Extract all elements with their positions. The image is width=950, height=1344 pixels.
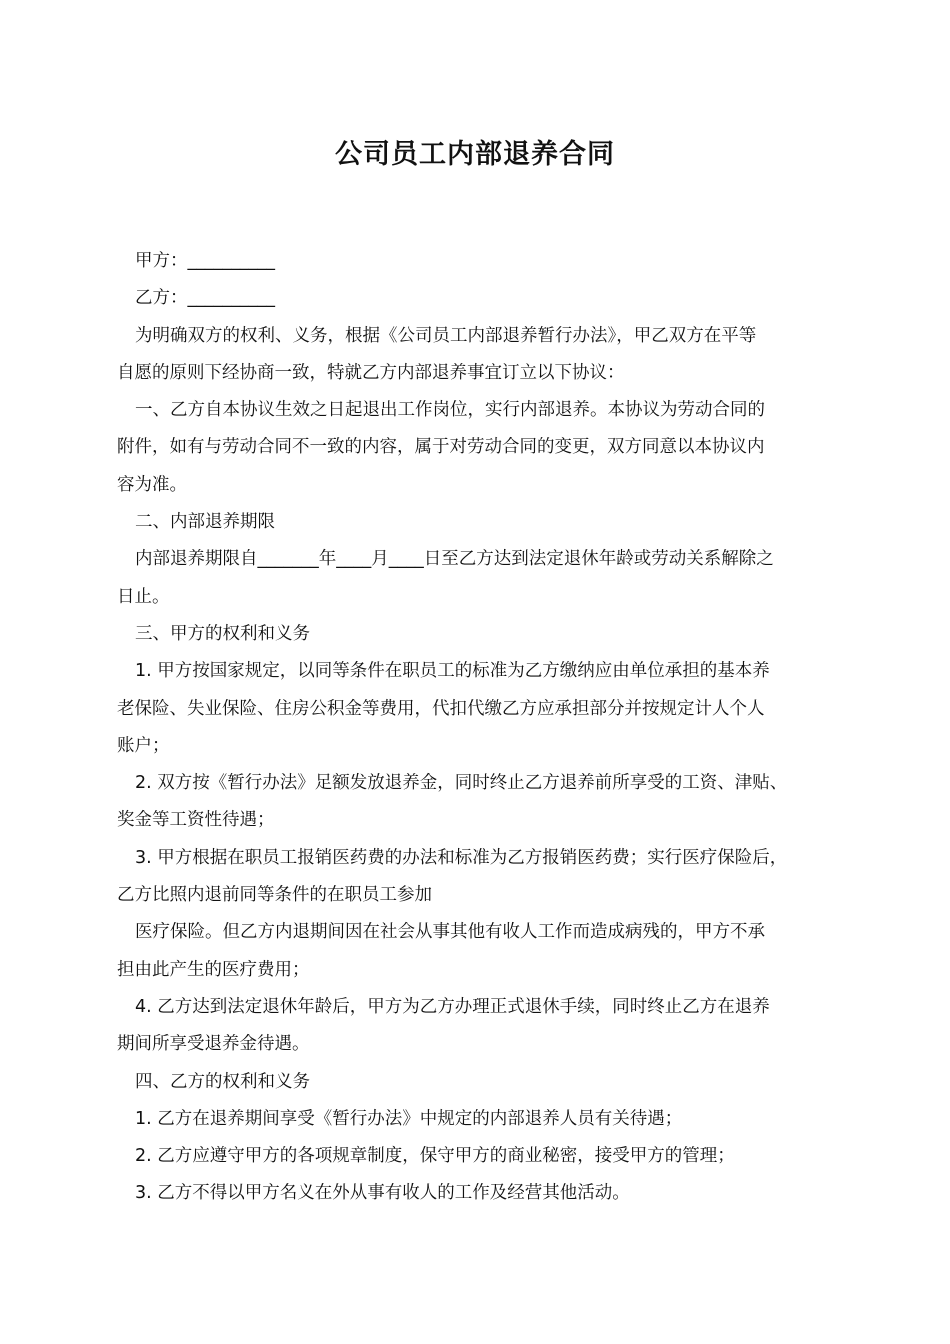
document-line: 日止。	[117, 586, 170, 607]
document-body	[117, 243, 852, 1213]
document-line: 内部退养期限自_______年____月____日至乙方达到法定退休年龄或劳动关系解除之	[135, 549, 774, 570]
document-line: 4. 乙方达到法定退休年龄后，甲方为乙方办理正式退休手续，同时终止乙方在退养	[135, 996, 770, 1017]
document-line: 3. 乙方不得以甲方名义在外从事有收人的工作及经营其他活动。	[135, 1183, 630, 1204]
document-line: 自愿的原则下经协商一致，特就乙方内部退养事宜订立以下协议：	[117, 362, 625, 383]
document-line: 四、乙方的权利和义务	[135, 1071, 310, 1092]
document-line: 期间所享受退养金待遇。	[117, 1034, 310, 1055]
document-line: 1. 甲方按国家规定，以同等条件在职员工的标准为乙方缴纳应由单位承担的基本养	[135, 661, 770, 682]
document-line: 医疗保险。但乙方内退期间因在社会从事其他有收人工作而造成病残的，甲方不承	[135, 922, 765, 943]
document-line: 甲方：__________	[135, 251, 275, 271]
document-line: 为明确双方的权利、义务，根据《公司员工内部退养暂行办法》，甲乙双方在平等	[135, 325, 757, 346]
document-line: 三、甲方的权利和义务	[135, 623, 310, 644]
document-line: 3. 甲方根据在职员工报销医药费的办法和标准为乙方报销医药费；实行医疗保险后，	[135, 847, 788, 868]
document-line: 一、乙方自本协议生效之日起退出工作岗位，实行内部退养。本协议为劳动合同的	[135, 400, 765, 421]
document-title: 公司员工内部退养合同	[335, 139, 615, 170]
document-line: 2. 双方按《暂行办法》足额发放退养金，同时终止乙方退养前所享受的工资、津贴、	[135, 773, 788, 794]
document-line: 1. 乙方在退养期间享受《暂行办法》中规定的内部退养人员有关待遇；	[135, 1108, 683, 1129]
document-line: 乙方比照内退前同等条件的在职员工参加	[117, 885, 432, 906]
document-line: 2. 乙方应遵守甲方的各项规章制度，保守甲方的商业秘密，接受甲方的管理；	[135, 1146, 735, 1167]
document-line: 老保险、失业保险、住房公积金等费用，代扣代缴乙方应承担部分并按规定计人个人	[117, 698, 765, 719]
document-line: 账户；	[117, 735, 170, 756]
document-line: 乙方：__________	[135, 288, 275, 309]
document-line: 附件，如有与劳动合同不一致的内容，属于对劳动合同的变更，双方同意以本协议内	[117, 437, 765, 458]
document-line: 奖金等工资性待遇；	[117, 810, 275, 831]
document-line: 二、内部退养期限	[135, 512, 275, 533]
document-line: 担由此产生的医疗费用；	[117, 959, 310, 980]
document-line: 容为准。	[117, 474, 187, 495]
